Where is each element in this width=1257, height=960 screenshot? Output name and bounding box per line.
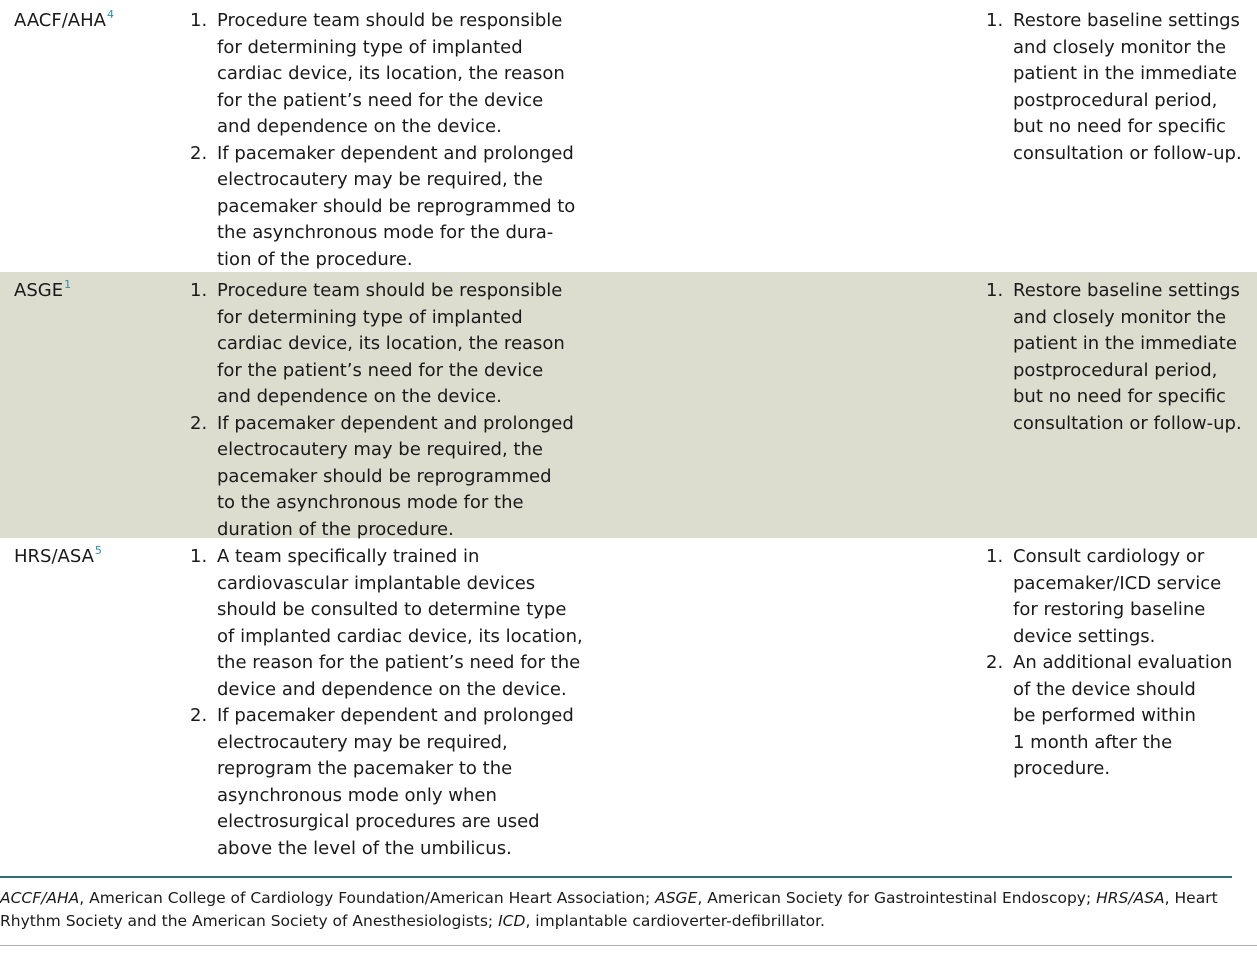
footnote-definition: , American Society for Gastrointestinal Endoscopy; — [697, 889, 1097, 907]
list-item-line: pacemaker should be reprogrammed — [217, 465, 552, 487]
list-item-line: be performed within — [1013, 705, 1196, 726]
preprocedure-list — [190, 544, 590, 862]
list-item-line: and closely monitor the — [1013, 306, 1227, 328]
list-item-line: pacemaker should be reprogrammed to — [217, 195, 576, 217]
preprocedure-list — [190, 278, 590, 543]
list-item-line: electrosurgical procedures are used — [217, 811, 540, 832]
organization-label — [14, 278, 71, 307]
postprocedure-list — [986, 278, 1251, 437]
list-item-line: cardiovascular implantable devices — [217, 572, 536, 594]
organization-name: ASGE — [14, 280, 64, 301]
list-item-line: consultation or follow-up. — [1013, 412, 1242, 434]
table-bottom-rule — [0, 876, 1232, 878]
list-item-number: 2. — [190, 142, 208, 164]
list-item — [986, 650, 1251, 783]
table-row — [0, 538, 1257, 876]
organization-label — [14, 544, 102, 573]
list-item-line: but no need for specific — [1013, 386, 1226, 407]
list-item-line: Restore baseline settings — [1013, 10, 1240, 31]
list-item — [190, 544, 590, 703]
page-divider — [0, 945, 1257, 946]
list-item-line: Procedure team should be responsible — [217, 280, 563, 301]
list-item-number: 1. — [986, 546, 1004, 567]
list-item-line: the reason for the patient’s need for the — [217, 652, 581, 673]
list-item-line: procedure. — [1013, 758, 1111, 779]
list-item-line: but no need for specific — [1013, 116, 1226, 137]
list-item-line: If pacemaker dependent and prolonged — [217, 412, 574, 434]
list-item-number: 2. — [190, 705, 208, 726]
list-item-line: patient in the immediate — [1013, 333, 1237, 354]
list-item-line: duration of the procedure. — [217, 518, 454, 540]
list-item-line: to the asynchronous mode for the — [217, 492, 524, 513]
preprocedure-list — [190, 8, 590, 273]
list-item-line: device settings. — [1013, 625, 1156, 647]
list-item-line: An additional evaluation — [1013, 652, 1233, 673]
list-item — [190, 278, 590, 411]
list-item-line: device and dependence on the device. — [217, 678, 567, 700]
footnote-abbreviation: ASGE — [655, 889, 698, 907]
list-item-line: of implanted cardiac device, its location, — [217, 625, 583, 647]
list-item — [986, 278, 1251, 437]
organization-name: AACF/AHA — [14, 10, 106, 31]
reference-superscript: 1 — [64, 278, 72, 291]
list-item-line: cardiac device, its location, the reason — [217, 333, 565, 354]
footnote-definition: , implantable cardioverter-defibrillator. — [525, 912, 825, 930]
list-item-line: for determining type of implanted — [217, 306, 523, 328]
list-item-number: 1. — [190, 280, 208, 301]
footnote-abbreviation: ACCF/AHA — [0, 889, 80, 907]
list-item-number: 2. — [190, 412, 208, 434]
postprocedure-list — [986, 8, 1251, 167]
list-item-line: Restore baseline settings — [1013, 280, 1240, 301]
list-item-line: reprogram the pacemaker to the — [217, 758, 513, 779]
list-item-line: above the level of the umbilicus. — [217, 837, 512, 859]
reference-superscript: 4 — [106, 8, 114, 21]
list-item-line: pacemaker/ICD service — [1013, 572, 1222, 594]
list-item-line: postprocedural period, — [1013, 359, 1218, 381]
list-item-line: for the patient’s need for the device — [217, 89, 544, 111]
list-item-line: for the patient’s need for the device — [217, 359, 544, 381]
list-item-line: for determining type of implanted — [217, 36, 523, 58]
list-item-line: cardiac device, its location, the reason — [217, 63, 565, 84]
list-item-line: If pacemaker dependent and prolonged — [217, 705, 574, 726]
list-item-line: for restoring baseline — [1013, 599, 1206, 620]
list-item-line: 1 month after the — [1013, 731, 1173, 753]
list-item-line: electrocautery may be required, — [217, 731, 508, 753]
list-item-line: If pacemaker dependent and prolonged — [217, 142, 574, 164]
list-item — [190, 703, 590, 862]
table-row — [0, 0, 1257, 272]
list-item-line: asynchronous mode only when — [217, 784, 497, 806]
list-item-line: consultation or follow-up. — [1013, 142, 1242, 164]
list-item-line: should be consulted to determine type — [217, 599, 567, 620]
list-item-line: A team specifically trained in — [217, 546, 480, 567]
footnote-definition: , Heart Rhythm Society and the American Society of Anesthesiologists; — [0, 889, 1218, 930]
list-item — [190, 141, 590, 274]
list-item-number: 2. — [986, 652, 1004, 673]
list-item-number: 1. — [986, 10, 1004, 31]
footnote-definition: , American College of Cardiology Foundation/American Heart Association; — [79, 889, 656, 907]
list-item-line: Consult cardiology or — [1013, 546, 1205, 567]
footnote-abbreviation: ICD — [498, 912, 526, 930]
list-item-line: and closely monitor the — [1013, 36, 1227, 58]
reference-superscript: 5 — [94, 544, 102, 557]
footnote-abbreviation: HRS/ASA — [1096, 889, 1165, 907]
list-item-line: and dependence on the device. — [217, 116, 502, 137]
list-item-line: Procedure team should be responsible — [217, 10, 563, 31]
list-item — [190, 411, 590, 544]
list-item-number: 1. — [190, 10, 208, 31]
list-item-number: 1. — [986, 280, 1004, 301]
list-item-line: postprocedural period, — [1013, 89, 1218, 111]
list-item-line: tion of the procedure. — [217, 248, 413, 270]
postprocedure-list — [986, 544, 1251, 783]
table-row — [0, 272, 1257, 538]
list-item-number: 1. — [190, 546, 208, 567]
table-footnote — [0, 887, 1240, 933]
list-item-line: electrocautery may be required, the — [217, 439, 543, 460]
list-item-line: electrocautery may be required, the — [217, 169, 543, 190]
organization-name: HRS/ASA — [14, 546, 94, 567]
organization-label — [14, 8, 114, 37]
list-item — [190, 8, 590, 141]
list-item — [986, 8, 1251, 167]
list-item-line: and dependence on the device. — [217, 386, 502, 407]
list-item-line: of the device should — [1013, 678, 1196, 700]
list-item-line: the asynchronous mode for the dura- — [217, 222, 554, 243]
list-item-line: patient in the immediate — [1013, 63, 1237, 84]
list-item — [986, 544, 1251, 650]
